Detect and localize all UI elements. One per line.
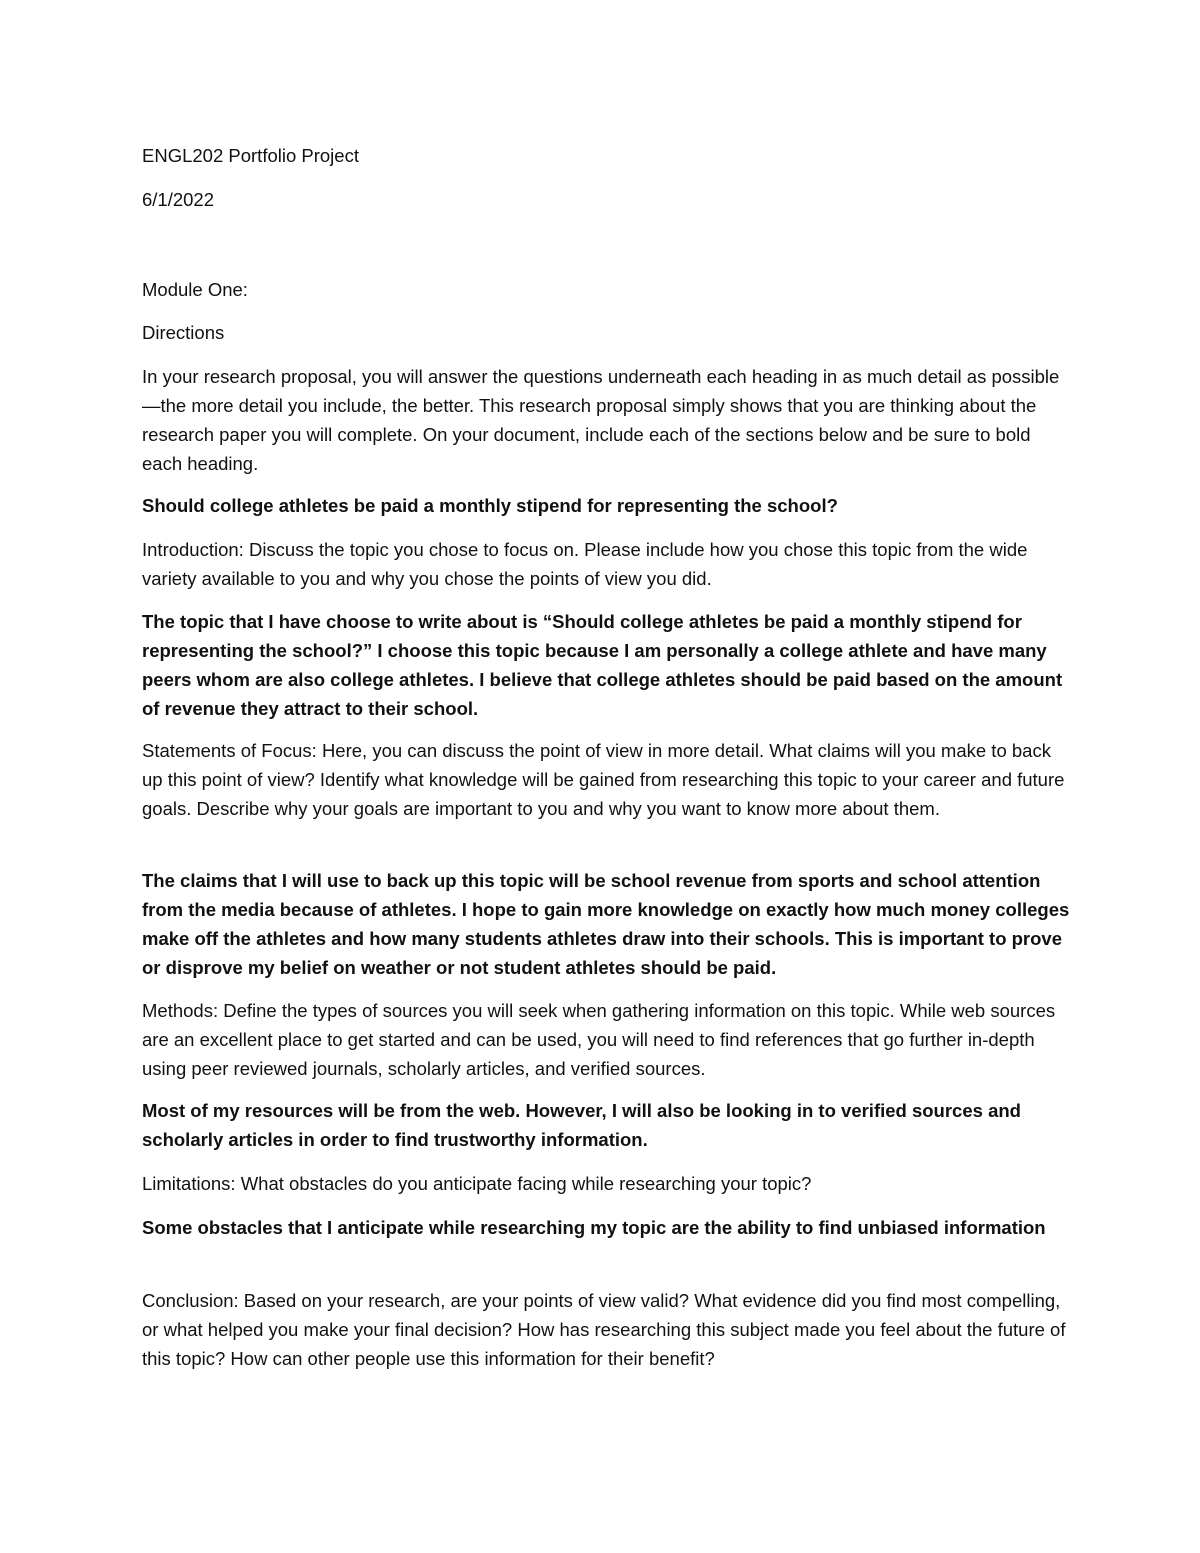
module-title: Module One: <box>142 279 248 300</box>
research-question: Should college athletes be paid a monthly stipend for representing the school? <box>142 495 838 516</box>
directions-paragraph: In your research proposal, you will answer the questions underneath each heading in as much detail as possible—the more detail you include, the better. This research proposal simply shows that you are thinking about the research paper you will complete. On your document, include each of the sections below and be sure to bold each heading. <box>142 366 1060 474</box>
limitations-response: Some obstacles that I anticipate while researching my topic are the ability to find unbiased information <box>142 1217 1046 1238</box>
focus-response: The claims that I will use to back up this topic will be school revenue from sports and school attention from the media because of athletes. I hope to gain more knowledge on exactly how much money colleges make off the athletes and how many students athletes draw into their schools. This is important to prove or disprove my belief on weather or not student athletes should be paid. <box>142 870 1070 978</box>
conclusion-prompt: Conclusion: Based on your research, are your points of view valid? What evidence did you find most compelling, or what helped you make your final decision? How has researching this subject made you feel about the future of this topic? How can other people use this information for their benefit? <box>142 1290 1066 1369</box>
methods-response: Most of my resources will be from the web. However, I will also be looking in to verified sources and scholarly articles in order to find trustworthy information. <box>142 1100 1021 1150</box>
course-title: ENGL202 Portfolio Project <box>142 145 359 166</box>
introduction-response: The topic that I have choose to write about is “Should college athletes be paid a monthly stipend for representing the school?” I choose this topic because I am personally a college athlete and have many peers whom are also college athletes. I believe that college athletes should be paid based on the amount of revenue they attract to their school. <box>142 611 1063 719</box>
directions-label: Directions <box>142 322 225 343</box>
methods-prompt: Methods: Define the types of sources you will seek when gathering information on this topic. While web sources are an excellent place to get started and can be used, you will need to find references that go further in-depth using peer reviewed journals, scholarly articles, and verified sources. <box>142 1000 1056 1079</box>
document-date: 6/1/2022 <box>142 189 215 210</box>
focus-prompt: Statements of Focus: Here, you can discuss the point of view in more detail. What claims will you make to back up this point of view? Identify what knowledge will be gained from researching this topic to your career and future goals. Describe why your goals are important to you and why you want to know more about them. <box>142 740 1065 819</box>
limitations-prompt: Limitations: What obstacles do you anticipate facing while researching your topic? <box>142 1173 812 1194</box>
introduction-prompt: Introduction: Discuss the topic you chose to focus on. Please include how you chose this topic from the wide variety available to you and why you chose the points of view you did. <box>142 539 1028 589</box>
